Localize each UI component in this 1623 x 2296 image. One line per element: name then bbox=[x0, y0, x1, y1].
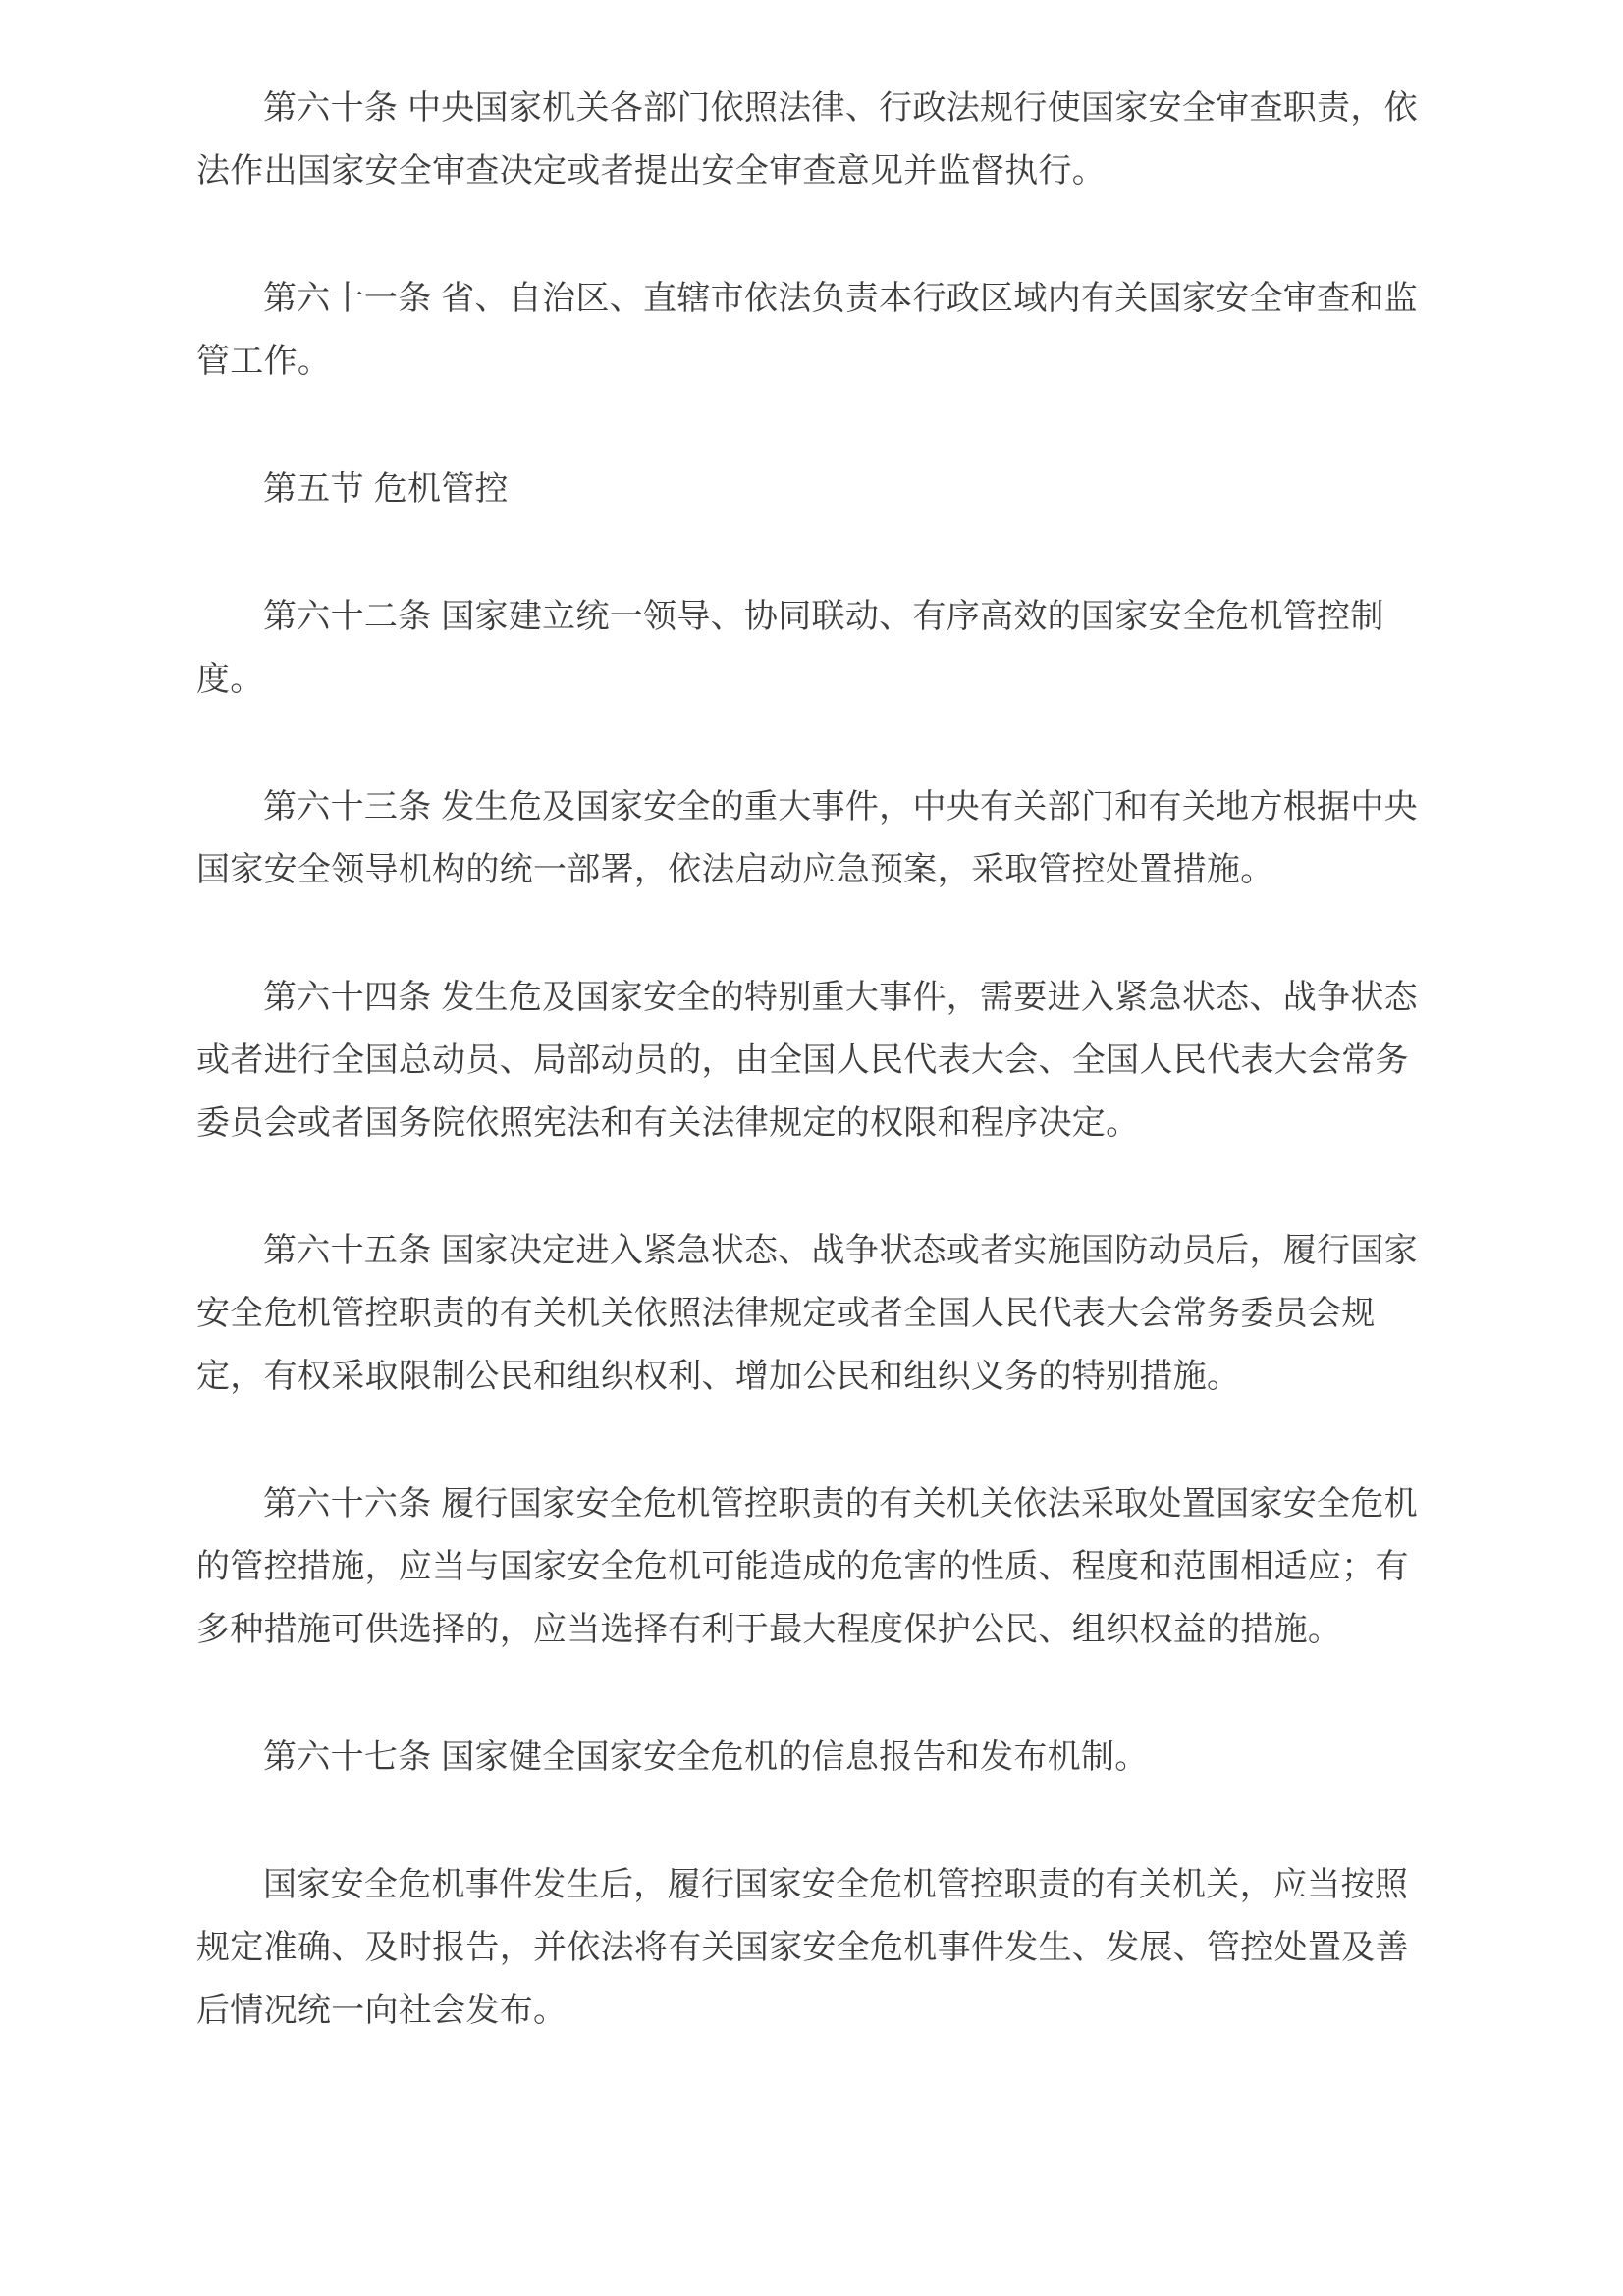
article-paragraph-63: 第六十三条 发生危及国家安全的重大事件，中央有关部门和有关地方根据中央国家安全领导机构的统一部署，依法启动应急预案，采取管控处置措施。 bbox=[196, 788, 1418, 888]
article-paragraph-67-continued: 国家安全危机事件发生后，履行国家安全危机管控职责的有关机关，应当按照规定准确、及时报告，并依法将有关国家安全危机事件发生、发展、管控处置及善后情况统一向社会发布。 bbox=[196, 1866, 1409, 2029]
article-paragraph-66: 第六十六条 履行国家安全危机管控职责的有关机关依法采取处置国家安全危机的管控措施，应当与国家安全危机可能造成的危害的性质、程度和范围相适应；有多种措施可供选择的，应当选择有利于最大程度保护公民、组织权益的措施。 bbox=[196, 1485, 1418, 1648]
article-paragraph-67: 第六十七条 国家健全国家安全危机的信息报告和发布机制。 bbox=[263, 1738, 1149, 1776]
article-paragraph-64: 第六十四条 发生危及国家安全的特别重大事件，需要进入紧急状态、战争状态或者进行全国总动员、局部动员的，由全国人民代表大会、全国人民代表大会常务委员会或者国务院依照宪法和有关法律规定的权限和程序决定。 bbox=[196, 979, 1418, 1142]
article-paragraph-61: 第六十一条 省、自治区、直辖市依法负责本行政区域内有关国家安全审查和监管工作。 bbox=[196, 280, 1418, 380]
article-paragraph-60: 第六十条 中央国家机关各部门依照法律、行政法规行使国家安全审查职责，依法作出国家安全审查决定或者提出安全审查意见并监督执行。 bbox=[196, 89, 1418, 189]
article-paragraph-65: 第六十五条 国家决定进入紧急状态、战争状态或者实施国防动员后，履行国家安全危机管控职责的有关机关依照法律规定或者全国人民代表大会常务委员会规定，有权采取限制公民和组织权利、增加公民和组织义务的特别措施。 bbox=[196, 1232, 1418, 1395]
section-heading-5: 第五节 危机管控 bbox=[263, 470, 509, 507]
article-paragraph-62: 第六十二条 国家建立统一领导、协同联动、有序高效的国家安全危机管控制度。 bbox=[196, 598, 1384, 698]
